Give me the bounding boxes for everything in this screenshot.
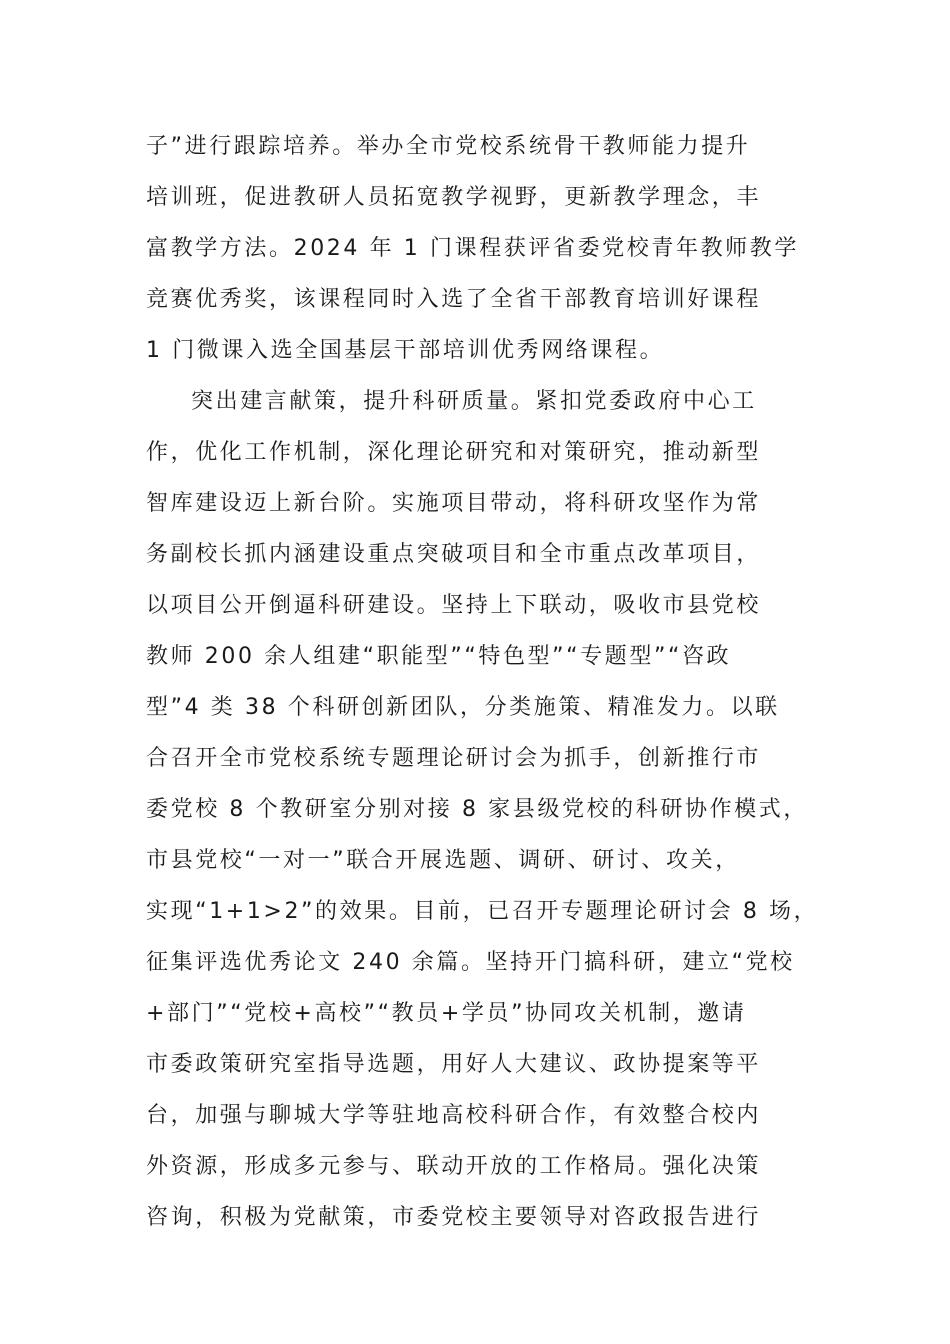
text-line: 型”4 类 38 个科研创新团队，分类施策、精准发力。以联 xyxy=(146,695,780,720)
text-line: 咨询，积极为党献策，市委党校主要领导对咨政报告进行 xyxy=(146,1205,762,1230)
text-line: 合召开全市党校系统专题理论研讨会为抓手，创新推行市 xyxy=(146,746,762,771)
text-line: 富教学方法。2024 年 1 门课程获评省委党校青年教师教学 xyxy=(146,236,799,261)
text-line: 征集评选优秀论文 240 余篇。坚持开门搞科研，建立“党校 xyxy=(146,950,795,975)
text-line: +部门”“党校+高校”“教员+学员”协同攻关机制，邀请 xyxy=(146,1001,747,1026)
text-line: 委党校 8 个教研室分别对接 8 家县级党校的科研协作模式， xyxy=(146,797,808,822)
text-line: 作，优化工作机制，深化理论研究和对策研究，推动新型 xyxy=(146,440,762,465)
text-line: 市委政策研究室指导选题，用好人大建议、政协提案等平 xyxy=(146,1052,762,1077)
text-line: 子”进行跟踪培养。举办全市党校系统骨干教师能力提升 xyxy=(146,134,751,159)
text-line: 实现“1+1>2”的效果。目前，已召开专题理论研讨会 8 场， xyxy=(146,899,819,924)
text-line: 以项目公开倒逼科研建设。坚持上下联动，吸收市县党校 xyxy=(146,593,762,618)
text-line: 外资源，形成多元参与、联动开放的工作格局。强化决策 xyxy=(146,1154,762,1179)
text-line: 竞赛优秀奖，该课程同时入选了全省干部教育培训好课程 xyxy=(146,287,762,312)
text-line: 务副校长抓内涵建设重点突破项目和全市重点改革项目， xyxy=(146,542,762,567)
text-line: 台，加强与聊城大学等驻地高校科研合作，有效整合校内 xyxy=(146,1103,762,1128)
text-line: 培训班，促进教研人员拓宽教学视野，更新教学理念，丰 xyxy=(146,185,762,210)
text-line: 1 门微课入选全国基层干部培训优秀网络课程。 xyxy=(146,338,665,363)
paragraph-start-line: 突出建言献策，提升科研质量。紧扣党委政府中心工 xyxy=(191,389,757,414)
text-line: 智库建设迈上新台阶。实施项目带动，将科研攻坚作为常 xyxy=(146,491,762,516)
text-line: 教师 200 余人组建“职能型”“特色型”“专题型”“咨政 xyxy=(146,644,732,669)
text-line: 市县党校“一对一”联合开展选题、调研、研讨、攻关， xyxy=(146,848,740,873)
